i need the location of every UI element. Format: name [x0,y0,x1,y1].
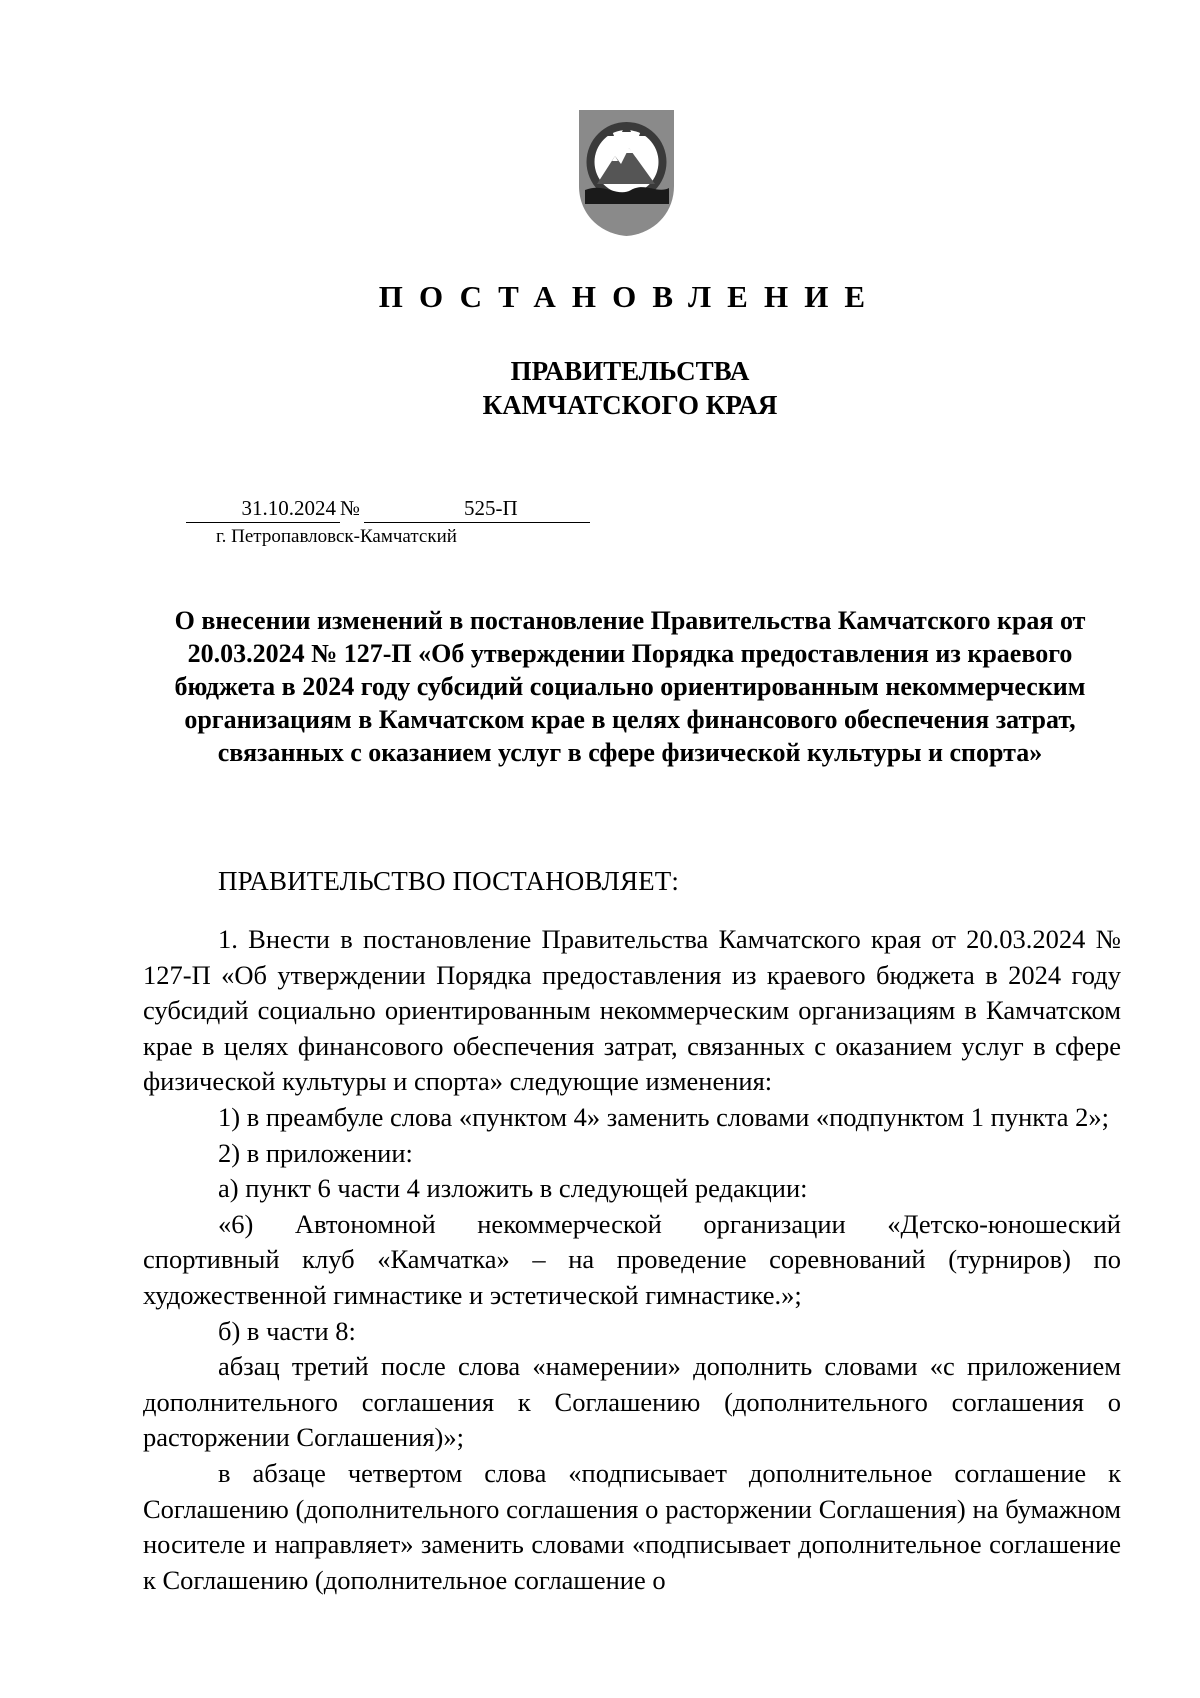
authority-line-2: КАМЧАТСКОГО КРАЯ [482,390,778,420]
paragraph: 2) в приложении: [218,1137,413,1168]
number-sign: № [340,496,361,520]
document-body [143,922,1121,1598]
paragraph: абзац третий после слова «намерении» дополнить словами «с приложением дополнительного соглашения к Соглашению (дополнительного соглашения о расторжении Соглашения)»; [143,1351,1121,1453]
decree-heading: ПРАВИТЕЛЬСТВО ПОСТАНОВЛЯЕТ: [218,866,680,896]
paragraph: 1. Внести в постановление Правительства Камчатского края от 20.03.2024 № 127-П «Об утверждении Порядка предоставления из краевого бюджета в 2024 году субсидий социально ориентированным некоммерческим организациям в Камчатском крае в целях финансового обеспечения затрат, связанных с оказанием услуг в сфере физической культуры и спорта» следующие изменения: [143,924,1121,1097]
document-number: 525-П [364,496,590,523]
authority-line-1: ПРАВИТЕЛЬСТВА [510,356,750,386]
paragraph: б) в части 8: [218,1315,356,1346]
paragraph: «6) Автономной некоммерческой организации «Детско-юношеский спортивный клуб «Камчатка» – на проведение соревнований (турниров) по художественной гимнастике и эстетической гимнастике.»; [143,1208,1121,1310]
document-type-heading: ПОСТАНОВЛЕНИЕ [378,279,882,314]
paragraph: а) пункт 6 части 4 изложить в следующей редакции: [218,1173,808,1204]
paragraph: 1) в преамбуле слова «пунктом 4» заменить словами «подпунктом 1 пункта 2»; [218,1101,1109,1132]
city-label: г. Петропавловск-Камчатский [216,526,457,547]
paragraph: в абзаце четвертом слова «подписывает дополнительное соглашение к Соглашению (дополнительного соглашения о расторжении Соглашения) на бумажном носителе и направляет» заменить словами «подписывает дополнительное соглашение к Соглашению (дополнительное соглашение о [143,1457,1121,1595]
kamchatka-coat-of-arms-icon [575,108,678,238]
document-title: О внесении изменений в постановление Правительства Камчатского края от 20.03.2024 № 127-П «Об утверждении Порядка предоставления из краевого бюджета в 2024 году субсидий социально ориентированным некоммерческим организациям в Камчатском крае в целях финансового обеспечения затрат, связанных с оказанием услуг в сфере физической культуры и спорта» [174,606,1086,767]
document-date: 31.10.2024 [186,496,340,523]
